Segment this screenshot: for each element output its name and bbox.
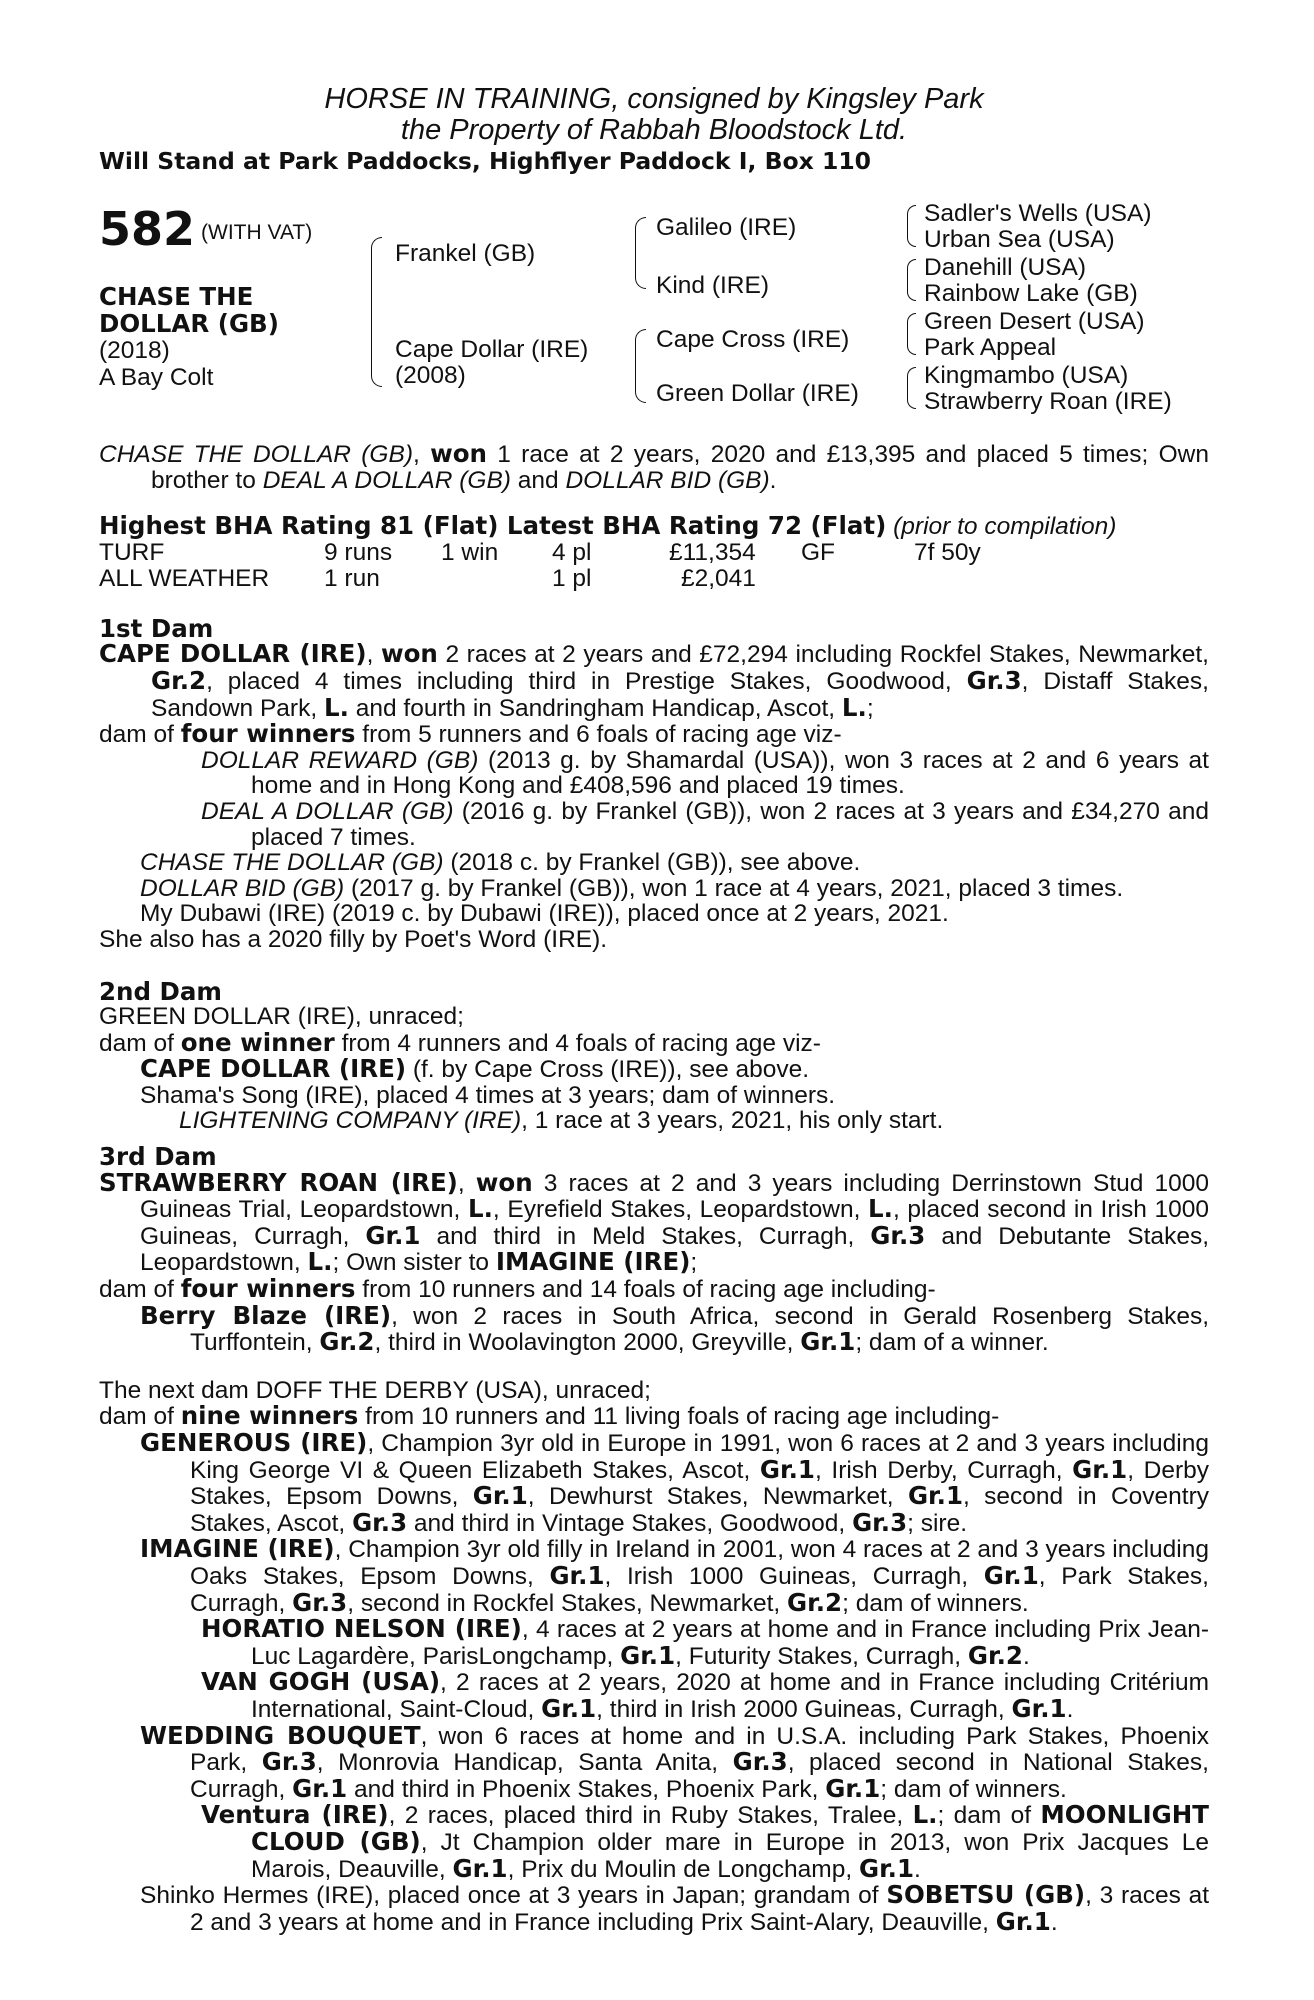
grandoffspring-name: SOBETSU (GB) <box>886 1880 1086 1910</box>
offspring-text: , Derby Stakes, Epsom Downs, <box>190 1456 1210 1511</box>
turf-distance: 7f 50y <box>914 538 981 566</box>
dam1-offspring-2 <box>99 799 1209 850</box>
grade-badge: Gr.1 <box>1011 1693 1067 1723</box>
location-line: Will Stand at Park Paddocks, Highflyer Paddock I, Box 110 <box>99 147 872 175</box>
offspring-name: CAPE DOLLAR (IRE) <box>140 1054 407 1084</box>
grade-badge: Gr.1 <box>549 1560 605 1590</box>
dam2-heading: 2nd Dam <box>99 976 222 1006</box>
offspring-text: , Park Stakes, Curragh, <box>190 1562 1209 1617</box>
grade-badge: Gr.3 <box>966 665 1022 695</box>
nextdam-ventura <box>99 1802 1209 1882</box>
brace-sire-line <box>635 217 646 289</box>
sibling-2: DOLLAR BID (GB) <box>565 466 770 494</box>
dam3-text: 3 races at 2 and 3 years including Derrinstown Stud 1000 Guineas Trial, Leopardstown, <box>140 1169 1210 1224</box>
listed-badge: L. <box>912 1800 938 1830</box>
grade-badge: Gr.3 <box>292 1587 348 1617</box>
grade-badge: Gr.1 <box>800 1327 856 1357</box>
brace-g3-3 <box>907 313 916 355</box>
sister-name: IMAGINE (IRE) <box>495 1247 691 1277</box>
offspring-text: . <box>1050 1908 1058 1936</box>
damof-text: dam of <box>99 1403 181 1431</box>
dam1-offspring-4 <box>99 876 1209 902</box>
aw-earnings: £2,041 <box>681 564 756 592</box>
offspring-text: , won 2 races in South Africa, second in Gerald Rosenberg Stakes, Turffontein, <box>190 1302 1210 1357</box>
offspring-name: VAN GOGH (USA) <box>201 1667 441 1697</box>
offspring-text: . <box>1066 1695 1074 1723</box>
offspring-text: , 1 race at 3 years, 2021, his only start. <box>521 1107 944 1135</box>
offspring-name: DEAL A DOLLAR (GB) <box>201 797 454 825</box>
offspring-text: (2017 g. by Frankel (GB)), won 1 race at 4 years, 2021, placed 3 times. <box>344 874 1124 902</box>
horse-description: A Bay Colt <box>99 364 214 391</box>
dam2-offspring-3 <box>99 1108 1209 1134</box>
offspring-text: , Champion 3yr old filly in Ireland in 2001, won 4 races at 2 and 3 years including Oaks Stakes, Epsom Downs, <box>190 1536 1209 1590</box>
offspring-name: HORATIO NELSON (IRE) <box>201 1614 522 1644</box>
offspring-name: Ventura (IRE) <box>201 1800 389 1830</box>
offspring-text: , Irish Derby, Curragh, <box>814 1456 1073 1484</box>
pedigree-dam-sire: Cape Cross (IRE) <box>656 326 850 353</box>
offspring-text: , third in Irish 2000 Guineas, Curragh, <box>596 1695 1012 1723</box>
offspring-text: ; sire. <box>907 1509 968 1537</box>
winners-count: nine winners <box>180 1401 359 1431</box>
offspring-text: , 2 races at 2 years, 2020 at home and in France including Critérium International, Saint-Cloud, <box>251 1669 1209 1723</box>
offspring-text: (f. by Cape Cross (IRE)), see above. <box>406 1056 810 1084</box>
dam3-name: STRAWBERRY ROAN (IRE) <box>99 1167 458 1197</box>
lot-heading <box>99 202 313 256</box>
aw-row <box>99 566 1209 592</box>
grade-badge: Gr.2 <box>787 1587 843 1617</box>
listed-badge: L. <box>323 692 349 722</box>
pedigree-g3-3: Danehill (USA) <box>924 254 1087 281</box>
damof-text: from 10 runners and 14 foals of racing age including- <box>355 1276 936 1304</box>
pedigree-g3-8: Strawberry Roan (IRE) <box>924 388 1172 415</box>
offspring-text: , second in Rockfel Stakes, Newmarket, <box>347 1589 788 1617</box>
dam3-text: , Eyrefield Stakes, Leopardstown, <box>492 1196 869 1224</box>
turf-runs: 9 runs <box>324 538 393 566</box>
turf-row <box>99 540 1209 566</box>
offspring-text: , Jt Champion older mare in Europe in 2013, won Prix Jacques Le Marois, Deauville, <box>251 1828 1209 1883</box>
offspring-text: , Dewhurst Stakes, Newmarket, <box>527 1483 908 1511</box>
grade-badge: Gr.1 <box>759 1454 815 1484</box>
offspring-text: and third in Vintage Stakes, Goodwood, <box>407 1509 853 1537</box>
dam3-produce-summary <box>99 1276 1209 1303</box>
listed-badge: L. <box>467 1194 493 1224</box>
listed-badge: L. <box>841 692 867 722</box>
offspring-text: Shinko Hermes (IRE), placed once at 3 years in Japan; grandam of <box>140 1882 887 1910</box>
brace-gen1 <box>371 237 382 387</box>
offspring-name: WEDDING BOUQUET <box>140 1720 421 1750</box>
summary-text: 1 race at 2 years, 2020 and £13,395 and placed 5 times; Own brother to <box>151 441 1209 494</box>
grade-badge: Gr.3 <box>261 1747 317 1777</box>
offspring-text: ; dam of a winner. <box>855 1329 1049 1357</box>
offspring-text: (2018 c. by Frankel (GB)), see above. <box>443 849 861 877</box>
nextdam-produce-summary <box>99 1403 1209 1430</box>
grade-badge: Gr.3 <box>852 1507 908 1537</box>
dam1-text: , placed 4 times including third in Prestige Stakes, Goodwood, <box>206 667 967 695</box>
consignor-line: HORSE IN TRAINING, consigned by Kingsley Park <box>324 83 984 115</box>
turf-label: TURF <box>99 538 165 566</box>
damof-text: from 10 runners and 11 living foals of racing age including- <box>358 1403 1000 1431</box>
dam2-line: GREEN DOLLAR (IRE), unraced; <box>99 1003 464 1031</box>
grandoffspring-name: MOONLIGHT CLOUD (GB) <box>251 1800 1209 1856</box>
dam2-offspring-1 <box>99 1056 1209 1083</box>
horse-name-2: DOLLAR (GB) <box>99 309 279 338</box>
grade-badge: Gr.3 <box>870 1220 926 1250</box>
offspring-text: (2013 g. by Shamardal (USA)), won 3 races at 2 and 6 years at home and in Hong Kong and £408,596 and placed 19 times. <box>251 746 1209 800</box>
turf-going: GF <box>801 538 836 566</box>
dam1-offspring-3 <box>99 850 1209 876</box>
damof-text: dam of <box>99 1276 181 1304</box>
offspring-text: (2016 g. by Frankel (GB)), won 2 races at 3 years and £34,270 and placed 7 times. <box>251 797 1209 851</box>
dam1-offspring-5: My Dubawi (IRE) (2019 c. by Dubawi (IRE)), placed once at 2 years, 2021. <box>140 900 949 928</box>
offspring-text: ; dam of winners. <box>880 1775 1067 1803</box>
offspring-name: CHASE THE DOLLAR (GB) <box>140 849 444 877</box>
dam1-also: She also has a 2020 filly by Poet's Word (IRE). <box>99 925 608 953</box>
offspring-name: GENEROUS (IRE) <box>140 1428 368 1457</box>
dam1-heading: 1st Dam <box>99 613 214 643</box>
brace-g3-1 <box>907 205 916 247</box>
grade-badge: Gr.1 <box>365 1220 421 1250</box>
offspring-name: IMAGINE (IRE) <box>140 1534 335 1564</box>
dam3-heading: 3rd Dam <box>99 1142 217 1172</box>
dam1-won: won <box>380 639 438 669</box>
ratings-title: Highest BHA Rating 81 (Flat) Latest BHA Rating 72 (Flat) <box>99 511 887 541</box>
pedigree-sire-dam: Kind (IRE) <box>656 272 770 299</box>
offspring-text: , Irish 1000 Guineas, Curragh, <box>604 1562 984 1590</box>
pedigree-g3-5: Green Desert (USA) <box>924 308 1145 335</box>
summary-paragraph: CHASE THE DOLLAR (GB), won 1 race at 2 years, 2020 and £13,395 and placed 5 times; Own brother to DEAL A DOLLAR (GB) and DOLLAR BID (GB). <box>99 439 1209 494</box>
grade-badge: Gr.1 <box>907 1481 963 1511</box>
damof-text: dam of <box>99 1029 181 1057</box>
offspring-text: and third in Phoenix Stakes, Phoenix Park, <box>347 1775 826 1803</box>
grade-badge: Gr.2 <box>319 1327 375 1357</box>
dam1-text: and fourth in Sandringham Handicap, Ascot, <box>348 694 842 722</box>
dam1-offspring-1 <box>99 748 1209 799</box>
dam3-text: and Debutante Stakes, Leopardstown, <box>140 1222 1209 1277</box>
sibling-1: DEAL A DOLLAR (GB) <box>262 466 511 494</box>
offspring-name: DOLLAR BID (GB) <box>140 874 345 902</box>
offspring-text: , Prix du Moulin de Longchamp, <box>507 1855 859 1883</box>
turf-wins: 1 win <box>441 538 499 566</box>
dam3-record: STRAWBERRY ROAN (IRE), won 3 races at 2 and 3 years including Derrinstown Stud 1000 Guineas Trial, Leopardstown, L., Eyrefield Stakes, Leopardstown, L., placed second in Irish 1000 Guineas, Curragh, Gr.1 and third in Meld Stakes, Curragh, Gr.3 and Debutante Stakes, Leopardstown, L.; Own sister to IMAGINE (IRE); <box>99 1167 1210 1277</box>
turf-earnings: £11,354 <box>669 538 756 566</box>
winners-count: one winner <box>180 1027 335 1057</box>
summary-horse: CHASE THE DOLLAR (GB) <box>99 441 413 468</box>
dam3-text: and third in Meld Stakes, Curragh, <box>420 1222 871 1250</box>
brace-dam-line <box>635 329 646 403</box>
nextdam-generous <box>99 1430 1209 1536</box>
grade-badge: Gr.1 <box>541 1693 597 1723</box>
brace-g3-2 <box>907 259 916 301</box>
nextdam-horatio <box>99 1616 1209 1669</box>
winners-count: four winners <box>180 719 356 749</box>
grade-badge: Gr.1 <box>292 1773 348 1803</box>
ratings-note: (prior to compilation) <box>893 513 1117 541</box>
pedigree-sire: Frankel (GB) <box>395 240 536 267</box>
offspring-text: , Futurity Stakes, Curragh, <box>675 1642 968 1670</box>
ratings-heading <box>99 513 1209 540</box>
pedigree-g3-7: Kingmambo (USA) <box>924 362 1129 389</box>
dam1-name: CAPE DOLLAR (IRE) <box>99 639 367 669</box>
aw-label: ALL WEATHER <box>99 564 270 592</box>
pedigree-block <box>99 201 1209 441</box>
grade-badge: Gr.2 <box>967 1640 1023 1670</box>
nextdam-shinko-hermes <box>99 1882 1209 1935</box>
grade-badge: Gr.1 <box>1072 1454 1128 1484</box>
summary-end: . <box>769 466 777 494</box>
offspring-text: , placed second in National Stakes, Curragh, <box>190 1749 1209 1803</box>
horse-name-1: CHASE THE <box>99 282 254 311</box>
offspring-text: ; dam of winners. <box>842 1589 1029 1617</box>
pedigree-g3-1: Sadler's Wells (USA) <box>924 200 1152 227</box>
pedigree-dam: Cape Dollar (IRE) <box>395 336 589 363</box>
offspring-name: LIGHTENING COMPANY (IRE) <box>179 1107 522 1135</box>
offspring-text: . <box>1022 1642 1030 1670</box>
offspring-text: ; dam of <box>937 1802 1041 1830</box>
grade-badge: Gr.1 <box>995 1906 1051 1936</box>
horse-year: (2018) <box>99 337 170 364</box>
dam1-record: CAPE DOLLAR (IRE), won 2 races at 2 years and £72,294 including Rockfel Stakes, Newmarket, Gr.2, placed 4 times including third in Prestige Stakes, Goodwood, Gr.3, Distaff Stakes, Sandown Park, L. and fourth in Sandringham Handicap, Ascot, L.; <box>99 639 1209 722</box>
grade-badge: Gr.1 <box>472 1481 528 1511</box>
aw-runs: 1 run <box>324 564 380 592</box>
dam1-text: , Distaff Stakes, Sandown Park, <box>151 667 1209 722</box>
dam3-offspring-1 <box>99 1300 1210 1357</box>
pedigree-g3-4: Rainbow Lake (GB) <box>924 280 1138 307</box>
grade-badge: Gr.1 <box>983 1560 1039 1590</box>
damof-text: from 5 runners and 6 foals of racing age viz- <box>355 721 842 749</box>
dam3-text: ; <box>690 1249 698 1277</box>
catalogue-page <box>99 84 1209 1935</box>
pedigree-sire-sire: Galileo (IRE) <box>656 214 797 241</box>
won-label: won <box>430 439 487 468</box>
offspring-text: , Champion 3yr old in Europe in 1991, won 6 races at 2 and 3 years including King George VI & Queen Elizabeth Stakes, Ascot, <box>190 1430 1209 1484</box>
offspring-text: , 3 races at 2 and 3 years at home and in France including Prix Saint-Alary, Deauville, <box>190 1882 1210 1936</box>
grade-badge: Gr.3 <box>732 1747 788 1777</box>
pedigree-g3-2: Urban Sea (USA) <box>924 226 1115 253</box>
damof-text: dam of <box>99 721 181 749</box>
pedigree-dam-year: (2008) <box>395 362 466 389</box>
offspring-text: , Monrovia Handicap, Santa Anita, <box>316 1749 733 1777</box>
nextdam-imagine <box>99 1536 1209 1616</box>
grade-badge: Gr.1 <box>620 1640 676 1670</box>
winners-count: four winners <box>180 1274 356 1304</box>
horse-info <box>99 283 279 391</box>
nextdam-line: The next dam DOFF THE DERBY (USA), unraced; <box>99 1376 651 1404</box>
lot-number: 582 <box>99 202 196 256</box>
offspring-text: , 2 races, placed third in Ruby Stakes, Tralee, <box>388 1802 913 1830</box>
nextdam-wedding-bouquet <box>99 1720 1210 1803</box>
offspring-text: . <box>914 1855 921 1883</box>
dam1-text: 2 races at 2 years and £72,294 including Rockfel Stakes, Newmarket, <box>437 641 1209 669</box>
offspring-name: Berry Blaze (IRE) <box>140 1300 392 1330</box>
nextdam-van-gogh <box>99 1669 1209 1722</box>
turf-placed: 4 pl <box>552 538 592 566</box>
pedigree-dam-dam: Green Dollar (IRE) <box>656 380 859 407</box>
dam2-produce-summary <box>99 1027 1209 1057</box>
offspring-text: , third in Woolavington 2000, Greyville, <box>374 1329 801 1357</box>
offspring-name: DOLLAR REWARD (GB) <box>201 746 479 774</box>
grade-badge: Gr.1 <box>825 1773 881 1803</box>
dam2-offspring-2: Shama's Song (IRE), placed 4 times at 3 years; dam of winners. <box>140 1081 836 1109</box>
summary-and: and <box>510 466 566 494</box>
brace-g3-4 <box>907 367 916 409</box>
dam3-text: , placed second in Irish 1000 Guineas, Curragh, <box>140 1196 1209 1250</box>
dam3-text: ; Own sister to <box>332 1249 496 1277</box>
vat-label: (WITH VAT) <box>201 221 313 244</box>
property-line: the Property of Rabbah Bloodstock Ltd. <box>400 114 908 146</box>
listed-badge: L. <box>868 1194 893 1224</box>
offspring-text: , 4 races at 2 years at home and in France including Prix Jean-Luc Lagardère, ParisLongchamp, <box>251 1616 1209 1670</box>
grade-badge: Gr.1 <box>858 1853 915 1883</box>
grade-badge: Gr.2 <box>151 665 207 695</box>
offspring-text: , won 6 races at home and in U.S.A. including Park Stakes, Phoenix Park, <box>190 1722 1210 1777</box>
pedigree-g3-6: Park Appeal <box>924 334 1057 361</box>
dam1-text: ; <box>866 694 874 722</box>
damof-text: from 4 runners and 4 foals of racing age viz- <box>334 1029 821 1057</box>
dam3-won: won <box>475 1167 533 1197</box>
offspring-text: , second in Coventry Stakes, Ascot, <box>190 1483 1209 1537</box>
listed-badge: L. <box>307 1247 333 1277</box>
aw-placed: 1 pl <box>552 564 592 592</box>
grade-badge: Gr.3 <box>352 1507 408 1537</box>
dam1-produce-summary <box>99 721 1209 748</box>
grade-badge: Gr.1 <box>452 1853 508 1883</box>
